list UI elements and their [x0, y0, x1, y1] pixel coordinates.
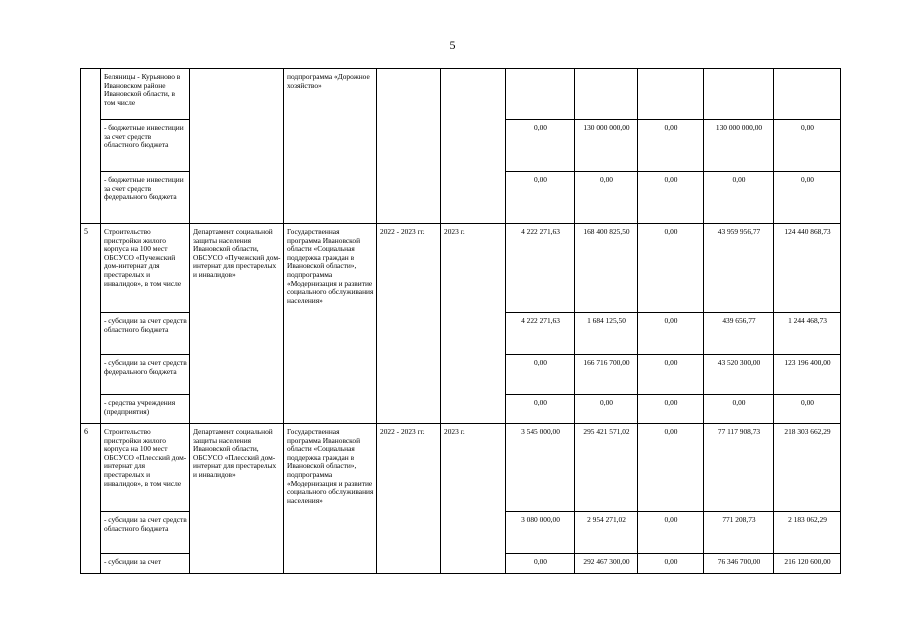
value-cell: 43 959 956,77: [704, 224, 774, 313]
value-cell: 216 120 600,00: [774, 554, 841, 574]
value-cell: 439 656,77: [704, 313, 774, 355]
row-index-cell: 5: [81, 224, 101, 424]
value-cell: 0,00: [506, 395, 575, 424]
value-cell: 2 954 271,02: [575, 512, 638, 554]
program-cell: подпрограмма «Дорожное хозяйство»: [284, 69, 377, 224]
value-cell: 166 716 700,00: [575, 355, 638, 395]
value-cell: 0,00: [506, 554, 575, 574]
object-name-cell: - субсидии за счет средств областного бюджета: [101, 512, 190, 554]
value-cell: 43 520 300,00: [704, 355, 774, 395]
value-cell: 0,00: [704, 395, 774, 424]
object-name-cell: Строительство пристройки жилого корпуса на 100 мест ОБСУСО «Пучежский дом-интернат для престарелых и инвалидов», в том числе: [101, 224, 190, 313]
value-cell: 130 000 000,00: [575, 120, 638, 172]
value-cell: 0,00: [774, 120, 841, 172]
row-index-cell: [81, 69, 101, 224]
period-cell: 2022 - 2023 гг.: [377, 424, 441, 574]
program-cell: Государственная программа Ивановской области «Социальная поддержка граждан в Ивановской области», подпрограмма «Модернизация и развитие социального обслуживания населения»: [284, 224, 377, 424]
object-name-cell: - субсидии за счет средств федерального бюджета: [101, 355, 190, 395]
value-cell: [774, 69, 841, 120]
object-name-cell: - средства учреждения (предприятия): [101, 395, 190, 424]
value-cell: 1 244 468,73: [774, 313, 841, 355]
value-cell: 0,00: [575, 395, 638, 424]
value-cell: 0,00: [638, 395, 704, 424]
value-cell: 292 467 300,00: [575, 554, 638, 574]
value-cell: 0,00: [575, 172, 638, 224]
page-number: 5: [449, 38, 456, 52]
value-cell: 3 080 000,00: [506, 512, 575, 554]
value-cell: 168 400 825,50: [575, 224, 638, 313]
value-cell: [704, 69, 774, 120]
value-cell: 3 545 000,00: [506, 424, 575, 512]
value-cell: 130 000 000,00: [704, 120, 774, 172]
object-name-cell: - бюджетные инвестиции за счет средств федерального бюджета: [101, 172, 190, 224]
value-cell: 0,00: [638, 120, 704, 172]
department-cell: [190, 69, 284, 224]
value-cell: 771 208,73: [704, 512, 774, 554]
table-row: [81, 224, 841, 313]
value-cell: 0,00: [638, 355, 704, 395]
value-cell: [575, 69, 638, 120]
value-cell: 0,00: [506, 120, 575, 172]
value-cell: 0,00: [774, 395, 841, 424]
department-cell: Департамент социальной защиты населения Ивановской области, ОБСУСО «Пучежский дом-интернат для престарелых и инвалидов»: [190, 224, 284, 424]
value-cell: 124 440 868,73: [774, 224, 841, 313]
value-cell: 0,00: [774, 172, 841, 224]
value-cell: 0,00: [638, 554, 704, 574]
object-name-cell: - бюджетные инвестиции за счет средств областного бюджета: [101, 120, 190, 172]
value-cell: 76 346 700,00: [704, 554, 774, 574]
investment-table: [80, 68, 841, 574]
object-name-cell: Строительство пристройки жилого корпуса на 100 мест ОБСУСО «Плесский дом-интернат для престарелых и инвалидов», в том числе: [101, 424, 190, 512]
value-cell: 2 183 062,29: [774, 512, 841, 554]
object-name-cell: - субсидии за счет средств областного бюджета: [101, 313, 190, 355]
object-name-cell: Беляницы - Курьяново в Ивановском районе Ивановской области, в том числе: [101, 69, 190, 120]
row-index-cell: 6: [81, 424, 101, 574]
value-cell: 0,00: [638, 424, 704, 512]
value-cell: 0,00: [638, 512, 704, 554]
value-cell: 77 117 908,73: [704, 424, 774, 512]
department-cell: Департамент социальной защиты населения Ивановской области, ОБСУСО «Плесский дом-интернат для престарелых и инвалидов»: [190, 424, 284, 574]
value-cell: 0,00: [506, 172, 575, 224]
year-cell: [441, 69, 506, 224]
value-cell: 218 303 662,29: [774, 424, 841, 512]
value-cell: 4 222 271,63: [506, 224, 575, 313]
value-cell: 0,00: [704, 172, 774, 224]
year-cell: 2023 г.: [441, 424, 506, 574]
year-cell: 2023 г.: [441, 224, 506, 424]
value-cell: 4 222 271,63: [506, 313, 575, 355]
value-cell: 0,00: [506, 355, 575, 395]
table-row: [81, 424, 841, 512]
value-cell: 0,00: [638, 172, 704, 224]
value-cell: [638, 69, 704, 120]
value-cell: 295 421 571,02: [575, 424, 638, 512]
object-name-cell: - субсидии за счет: [101, 554, 190, 574]
period-cell: [377, 69, 441, 224]
value-cell: 0,00: [638, 313, 704, 355]
program-cell: Государственная программа Ивановской области «Социальная поддержка граждан в Ивановской области», подпрограмма «Модернизация и развитие социального обслуживания населения»: [284, 424, 377, 574]
table-row: [81, 69, 841, 120]
value-cell: 1 684 125,50: [575, 313, 638, 355]
period-cell: 2022 - 2023 гг.: [377, 224, 441, 424]
value-cell: 0,00: [638, 224, 704, 313]
value-cell: 123 196 400,00: [774, 355, 841, 395]
value-cell: [506, 69, 575, 120]
